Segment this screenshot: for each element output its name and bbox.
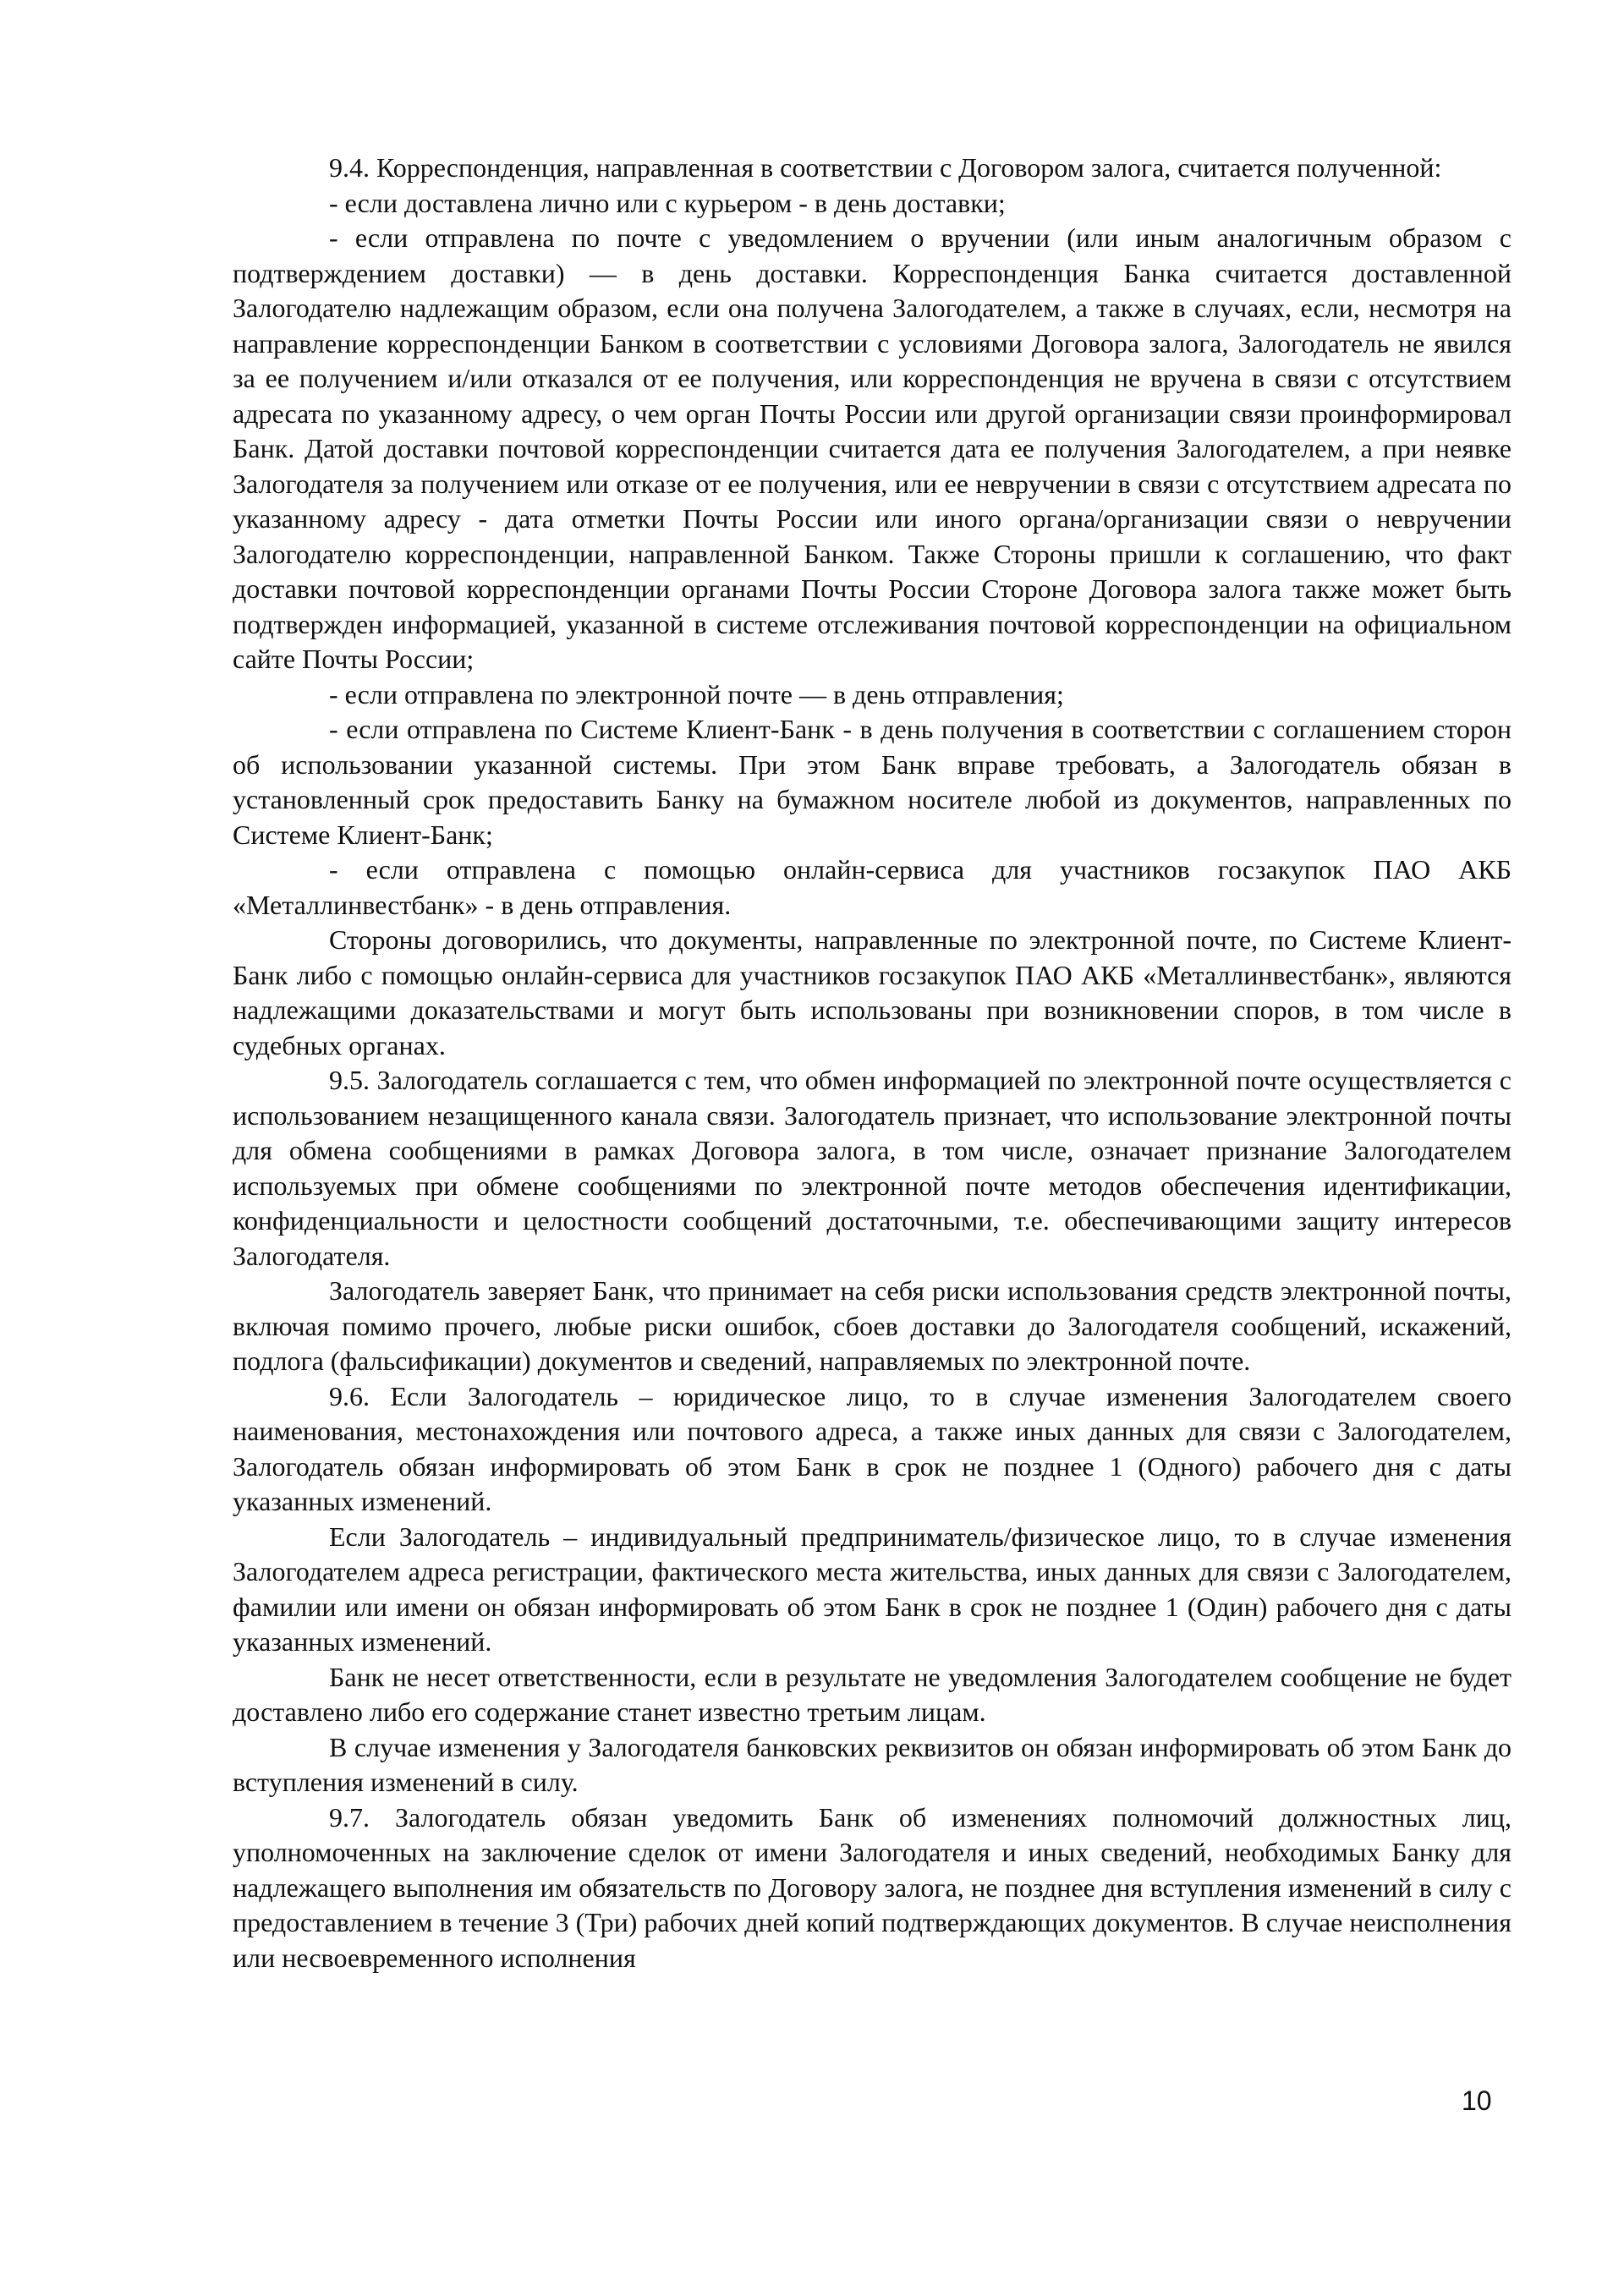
list-item-email: - если отправлена по электронной почте — в день отправления;: [329, 678, 1064, 710]
paragraph-9-7: 9.7. Залогодатель обязан уведомить Банк об изменениях полномочий должностных лиц, уполномоченных на заключение сделок от имени Залогодателя и иных сведений, необходимых Банку для надлежащего выполнения им обязательств по Договору залога, не позднее дня вступления изменений в силу с предоставлением в течение 3 (Три) рабочих дней копий подтверждающих документов. В случае неисполнения или несвоевременного исполнения: [233, 1801, 1512, 1973]
list-item-post: - если отправлена по почте с уведомлением о вручении (или иным аналогичным образом с подтверждением доставки) — в день доставки. Корреспонденция Банка считается доставленной Залогодателю надлежащим образом, если она получена Залогодателем, а также в случаях, если, несмотря на направление корреспонденции Банком в соответствии с условиями Договора залога, Залогодатель не явился за ее получением и/или отказался от ее получения, или корреспонденция не вручена в связи с отсутствием адресата по указанному адресу, о чем орган Почты России или другой организации связи проинформировал Банк. Датой доставки почтовой корреспонденции считается дата ее получения Залогодателем, а при неявке Залогодателя за получением или отказе от ее получения, или ее невручении в связи с отсутствием адресата по указанному адресу - дата отметки Почты России или иного органа/организации связи о невручении Залогодателю корреспонденции, направленной Банком. Также Стороны пришли к соглашению, что факт доставки почтовой корреспонденции органами Почты России Стороне Договора залога также может быть подтвержден информацией, указанной в системе отслеживания почтовой корреспонденции на официальном сайте Почты России;: [233, 222, 1512, 674]
paragraph-9-6: 9.6. Если Залогодатель – юридическое лицо, то в случае изменения Залогодателем своего наименования, местонахождения или почтового адреса, а также иных данных для связи с Залогодателем, Залогодатель обязан информировать об этом Банк в срок не позднее 1 (Одного) рабочего дня с даты указанных изменений.: [233, 1380, 1512, 1516]
paragraph-bank-liability: Банк не несет ответственности, если в результате не уведомления Залогодателем сообщение не будет доставлено либо его содержание станет известно третьим лицам.: [233, 1661, 1512, 1727]
list-item-online-service: - если отправлена с помощью онлайн-сервиса для участников госзакупок ПАО АКБ «Металлинвестбанк» - в день отправления.: [233, 854, 1512, 920]
paragraph-9-4: 9.4. Корреспонденция, направленная в соответствии с Договором залога, считается полученной:: [329, 152, 1442, 183]
paragraph-evidence-agreement: Стороны договорились, что документы, направленные по электронной почте, по Системе Клиент-Банк либо с помощью онлайн-сервиса для участников госзакупок ПАО АКБ «Металлинвестбанк», являются надлежащими доказательствами и могут быть использованы при возникновении споров, в том числе в судебных органах.: [233, 924, 1512, 1060]
document-body: [233, 151, 1512, 1975]
paragraph-bank-details-change: В случае изменения у Залогодателя банковских реквизитов он обязан информировать об этом Банк до вступления изменений в силу.: [233, 1731, 1512, 1797]
paragraph-individual-changes: Если Залогодатель – индивидуальный предприниматель/физическое лицо, то в случае изменения Залогодателем адреса регистрации, фактического места жительства, иных данных для связи с Залогодателем, фамилии или имени он обязан информировать об этом Банк в срок не позднее 1 (Один) рабочего дня с даты указанных изменений.: [233, 1521, 1512, 1657]
paragraph-9-5: 9.5. Залогодатель соглашается с тем, что обмен информацией по электронной почте осуществляется с использованием незащищенного канала связи. Залогодатель признает, что использование электронной почты для обмена сообщениями в рамках Договора залога, в том числе, означает признание Залогодателем используемых при обмене сообщениями по электронной почте методов обеспечения идентификации, конфиденциальности и целостности сообщений достаточными, т.е. обеспечивающими защиту интересов Залогодателя.: [233, 1065, 1512, 1271]
list-item-courier: - если доставлена лично или с курьером - в день доставки;: [329, 187, 1006, 218]
page-number: 10: [1462, 2085, 1492, 2116]
list-item-client-bank: - если отправлена по Системе Клиент-Банк - в день получения в соответствии с соглашением сторон об использовании указанной системы. При этом Банк вправе требовать, а Залогодатель обязан в установленный срок предоставить Банку на бумажном носителе любой из документов, направленных по Системе Клиент-Банк;: [233, 714, 1512, 850]
paragraph-email-risks: Залогодатель заверяет Банк, что принимает на себя риски использования средств электронной почты, включая помимо прочего, любые риски ошибок, сбоев доставки до Залогодателя сообщений, искажений, подлога (фальсификации) документов и сведений, направляемых по электронной почте.: [233, 1275, 1512, 1376]
